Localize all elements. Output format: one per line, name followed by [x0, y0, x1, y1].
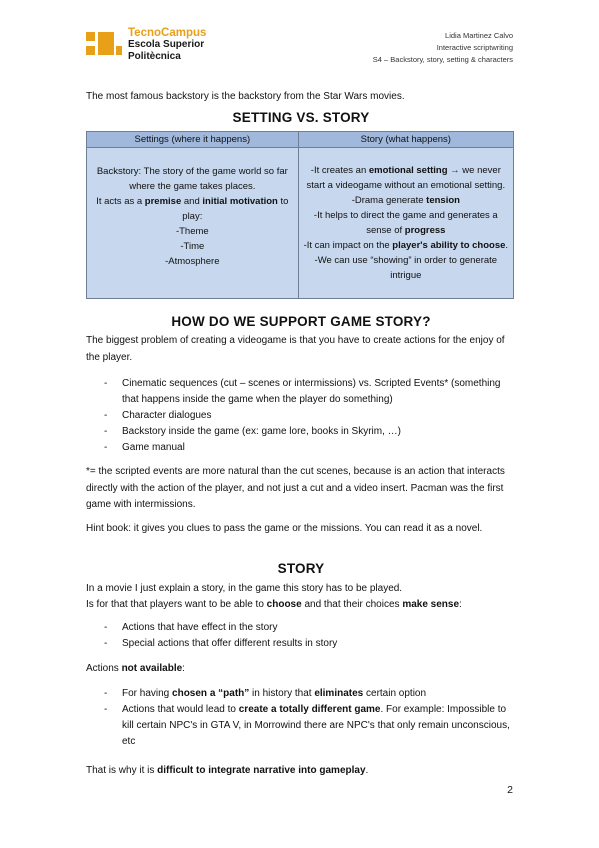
text-span: certain option	[363, 688, 427, 699]
tecnocampus-logo	[86, 27, 236, 69]
list-item: - Cinematic sequences (cut – scenes or intermissions) vs. Scripted Events* (something that happens inside the game when the player do something)	[104, 376, 514, 408]
text-span: -It creates an	[310, 165, 369, 176]
bold-different-game: create a totally different game	[238, 704, 381, 715]
logo-text	[128, 27, 206, 63]
bold-chosen-path: chosen a “path”	[172, 688, 250, 699]
text-span: :	[459, 599, 462, 610]
settings-backstory: Backstory: The story of the game world so far where the game takes places.	[96, 165, 288, 192]
setting-story-table	[86, 131, 514, 299]
hint-book-text: Hint book: it gives you clues to pass the game or the missions. You can read it as a novel.	[86, 523, 483, 534]
not-available-label	[86, 661, 516, 678]
intro-text: The most famous backstory is the backstory from the Star Wars movies.	[86, 91, 405, 102]
section-title-setting-vs-story: SETTING VS. STORY	[232, 110, 370, 125]
header-course: Interactive scriptwriting	[436, 43, 513, 52]
logo-line3: Politècnica	[128, 51, 181, 62]
list-item	[104, 686, 514, 702]
bold-tension: tension	[426, 195, 460, 206]
text-span: :	[182, 663, 185, 674]
text-span: Actions that would lead to	[122, 704, 239, 715]
text-span: For having	[122, 688, 173, 699]
settings-item-time: -Time	[180, 240, 205, 252]
bold-choose: choose	[266, 599, 302, 610]
section-title-story: STORY	[277, 561, 325, 576]
text-span: .	[505, 240, 509, 251]
story-actions-list	[104, 620, 514, 652]
story-emotional-setting	[303, 163, 509, 193]
text-span: Is for that that players want to be able to	[86, 599, 267, 610]
text-span: in history that	[249, 688, 315, 699]
text-span: Actions	[86, 663, 122, 674]
text-span: and that their choices	[301, 599, 403, 610]
logo-brand: TecnoCampus	[128, 27, 207, 39]
scripted-events-note: *= the scripted events are more natural than the cut scenes, because is an action that interacts directly with the action of the player, and not just a cut and a video insert. Pacman was the first game with intermissions.	[86, 466, 505, 510]
list-item	[104, 702, 514, 750]
logo-line2: Escola Superior	[128, 39, 205, 50]
list-item: - Game manual	[104, 440, 514, 456]
bold-not-available: not available	[121, 663, 183, 674]
header-info	[373, 30, 513, 66]
text-span: It acts as a	[96, 195, 145, 207]
text-span: -It helps to direct the game and generates a sense of	[313, 210, 498, 236]
header-session: S4 – Backstory, story, setting & characters	[372, 55, 513, 64]
story-line1: In a movie I just explain a story, in the game this story has to be played.	[86, 583, 403, 594]
support-list	[104, 376, 514, 456]
page-number: 2	[507, 784, 513, 796]
section-title-game-story: HOW DO WE SUPPORT GAME STORY?	[171, 314, 431, 329]
closing-line	[86, 763, 516, 780]
text-span: → we never start a videogame without an emotional setting.	[306, 165, 506, 191]
settings-item-atmosphere: -Atmosphere	[165, 255, 220, 267]
story-progress	[303, 208, 509, 238]
settings-premise	[91, 194, 294, 224]
list-item: - Backstory inside the game (ex: game lore, books in Skyrim, …)	[104, 424, 514, 440]
list-item: - Character dialogues	[104, 408, 514, 424]
text-span: .	[365, 765, 369, 776]
bold-difficult-integrate: difficult to integrate narrative into gameplay	[157, 765, 366, 776]
bold-eliminates: eliminates	[314, 688, 364, 699]
game-story-paragraph: The biggest problem of creating a videogame is that you have to create actions for the enjoy of the player.	[86, 335, 505, 363]
bold-emotional-setting: emotional setting	[368, 165, 448, 176]
list-item: - Actions that have effect in the story	[104, 620, 514, 636]
bold-premise: premise	[144, 195, 182, 207]
text-span: and	[181, 195, 203, 207]
table-cell-story	[298, 148, 513, 299]
bold-initial-motivation: initial motivation	[202, 195, 278, 207]
not-available-list	[104, 686, 514, 750]
table-header-story: Story (what happens)	[298, 132, 513, 148]
story-showing: -We can use “showing” in order to generate intrigue	[314, 255, 498, 281]
bold-make-sense: make sense	[402, 599, 460, 610]
table-cell-settings	[87, 148, 299, 299]
bold-progress: progress	[404, 225, 446, 236]
story-line2	[86, 597, 516, 614]
text-span: -Drama generate	[351, 195, 427, 206]
settings-item-theme: -Theme	[175, 225, 209, 237]
text-span: . For example: Impossible to kill certain NPC's in GTA V, in Morrowind there are NPC's that only remain unconscious, etc	[122, 704, 510, 747]
text-span: -It can impact on the	[303, 240, 393, 251]
header-author: Lidia Martinez Calvo	[445, 31, 513, 40]
text-span: to play:	[182, 195, 289, 222]
table-header-settings: Settings (where it happens)	[87, 132, 299, 148]
bold-ability-to-choose: player's ability to choose	[392, 240, 506, 251]
logo-mark-icon	[86, 29, 122, 59]
text-span: That is why it is	[86, 765, 158, 776]
list-item: - Special actions that offer different results in story	[104, 636, 514, 652]
story-tension	[303, 193, 509, 208]
story-ability-to-choose	[303, 238, 509, 253]
